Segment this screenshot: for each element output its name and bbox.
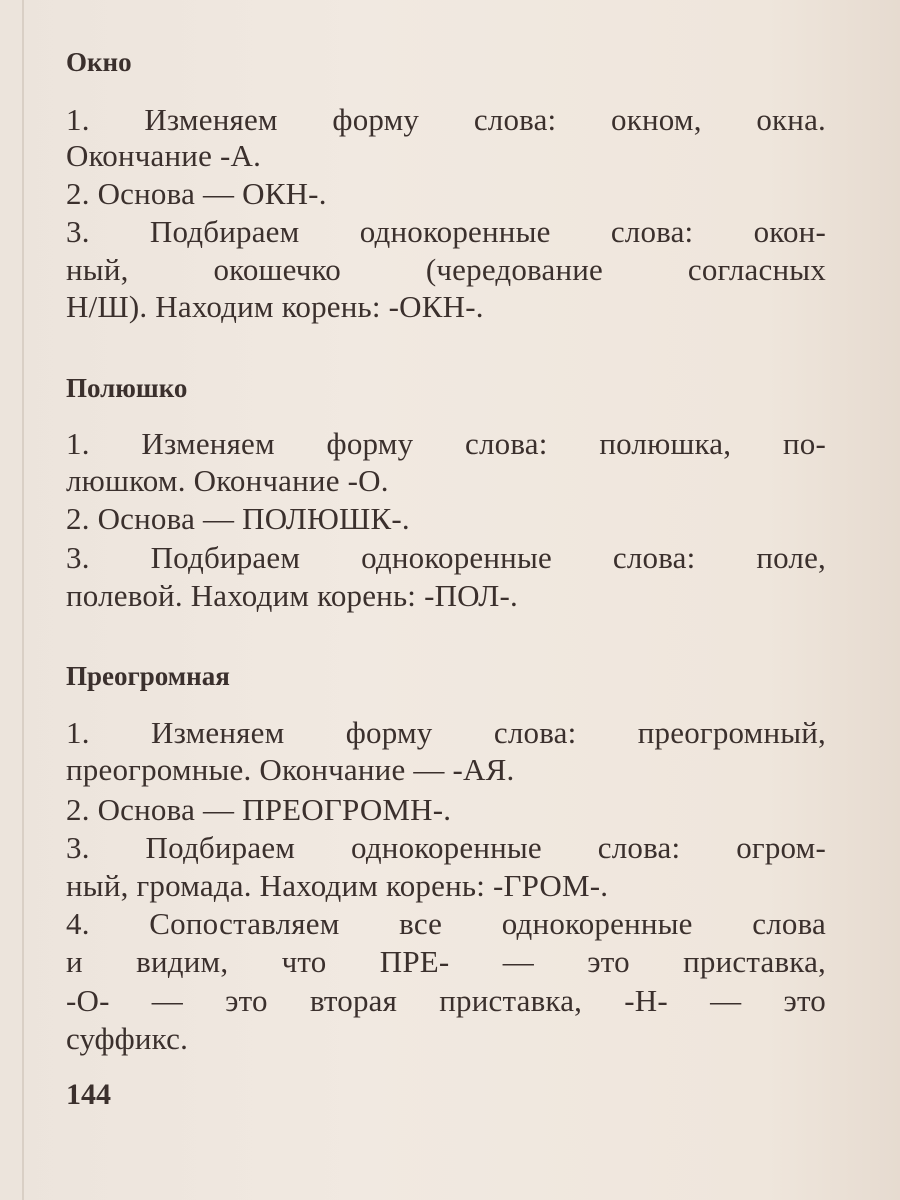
text-line: и видим, что ПРЕ- — это приставка, <box>66 944 826 979</box>
text-line: 4. Сопоставляем все однокоренные слова <box>66 906 826 941</box>
text-line: 2. Основа — ПРЕОГРОМН-. <box>66 792 452 827</box>
text-line: Н/Ш). Находим корень: -ОКН-. <box>66 289 484 324</box>
section-heading: Полюшко <box>66 373 188 403</box>
text-line: 3. Подбираем однокоренные слова: огром- <box>66 830 826 865</box>
text-line: полевой. Находим корень: -ПОЛ-. <box>66 578 518 613</box>
text-line: 2. Основа — ПОЛЮШК-. <box>66 501 410 536</box>
text-line: 3. Подбираем однокоренные слова: окон- <box>66 214 826 249</box>
text-line: 1. Изменяем форму слова: преогромный, <box>66 715 826 750</box>
text-line: 2. Основа — ОКН-. <box>66 176 327 211</box>
text-line: 3. Подбираем однокоренные слова: поле, <box>66 540 826 575</box>
text-line: ный, громада. Находим корень: -ГРОМ-. <box>66 868 609 903</box>
text-line: 1. Изменяем форму слова: полюшка, по- <box>66 426 826 461</box>
page-spine-shadow <box>22 0 24 1200</box>
text-line: суффикс. <box>66 1021 189 1056</box>
text-line: люшком. Окончание -О. <box>66 463 389 498</box>
text-line: преогромные. Окончание — -АЯ. <box>66 752 515 787</box>
section-heading: Преогромная <box>66 661 230 691</box>
text-line: Окончание -А. <box>66 138 262 173</box>
text-line: 1. Изменяем форму слова: окном, окна. <box>66 102 826 137</box>
section-heading: Окно <box>66 47 132 77</box>
page-number: 144 <box>66 1078 111 1111</box>
text-line: ный, окошечко (чередование согласных <box>66 252 826 287</box>
text-line: -О- — это вторая приставка, -Н- — это <box>66 983 826 1018</box>
